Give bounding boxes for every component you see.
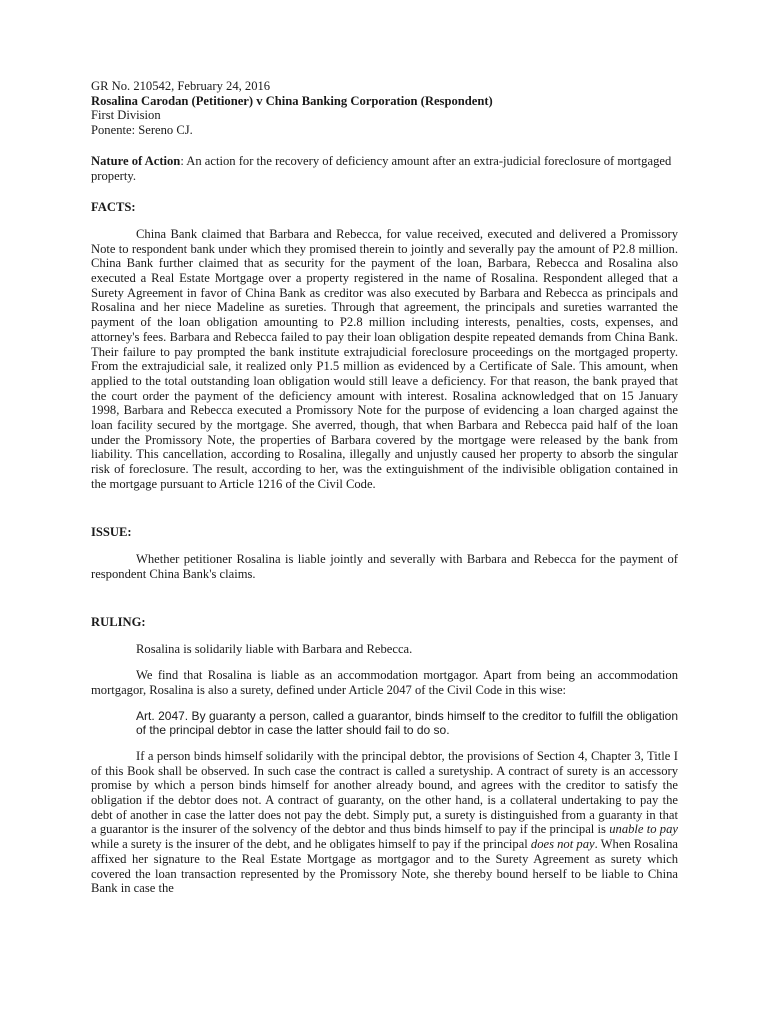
article-2047-quote: Art. 2047. By guaranty a person, called a guarantor, binds himself to the creditor to fulfill the obligation of the principal debtor in case the latter should fail to do so.	[136, 708, 678, 738]
issue-heading: ISSUE:	[91, 524, 132, 539]
issue-paragraph: Whether petitioner Rosalina is liable jointly and severally with Barbara and Rebecca for the payment of respondent China Bank's claims.	[91, 552, 678, 581]
ruling-p3-part-c: . When Rosalina affixed her signature to the Real Estate Mortgage as mortgagor and to the Surety Agreement as surety which covered the loan transaction represented by the Promissory Note, she thereby bound herself to be liable to China Bank in case the	[91, 837, 678, 896]
facts-heading: FACTS:	[91, 200, 136, 215]
facts-paragraph: China Bank claimed that Barbara and Rebecca, for value received, executed and delivered a Promissory Note to respondent bank under which they promised therein to jointly and severally pay the amount of P2.8 million. China Bank further claimed that as security for the payment of the loan, Barbara, Rebecca and Rosalina also executed a Real Estate Mortgage over a property registered in the name of Rosalina. Respondent alleged that a Surety Agreement in favor of China Bank as creditor was also executed by Barbara and Rebecca as principals and Rosalina and her niece Madeline as sureties. Through that agreement, the principals and sureties warranted the payment of the loan obligation amounting to P2.8 million including interests, penalties, costs, expenses, and attorney's fees. Barbara and Rebecca failed to pay their loan obligation despite repeated demands from China Bank. Their failure to pay prompted the bank institute extrajudicial foreclosure proceedings on the mortgaged property. From the extrajudicial sale, it realized only P1.5 million as evidenced by a Certificate of Sale. This amount, when applied to the total outstanding loan obligation would still leave a deficiency. For that reason, the bank prayed that the court order the payment of the deficiency amount with interest. Rosalina acknowledged that on 15 January 1998, Barbara and Rebecca executed a Promissory Note for the purpose of evidencing a loan charged against the loan facility secured by the mortgage. She averred, though, that when Barbara and Rebecca paid half of the loan under the Promissory Note, the properties of Barbara covered by the mortgage were released by the bank from liability. This cancellation, according to Rosalina, illegally and unjustly caused her property to absorb the singular risk of foreclosure. The result, according to her, was the extinguishment of the indivisible obligation contained in the mortgage pursuant to Article 1216 of the Civil Code.	[91, 226, 678, 491]
ruling-p3-part-a: If a person binds himself solidarily with the principal debtor, the provisions of Section 4, Chapter 3, Title I of this Book shall be observed. In such case the contract is called a suretyship. A contract of surety is an accessory promise by which a person binds himself for another already bound, and agrees with the creditor to satisfy the obligation if the debtor does not. A contract of guaranty, on the other hand, is a collateral undertaking to pay the debt of another in case the latter does not pay the debt. Simply put, a surety is distinguished from a guaranty in that a guarantor is the insurer of the solvency of the debtor and thus binds himself to pay if the principal is	[91, 748, 678, 837]
ruling-p3-part-b: while a surety is the insurer of the debt, and he obligates himself to pay if the principal	[91, 837, 531, 852]
ruling-paragraph-1: Rosalina is solidarily liable with Barbara and Rebecca.	[136, 642, 413, 657]
ruling-p3-emphasis-2: does not pay	[530, 837, 595, 852]
document-page	[91, 79, 678, 896]
ruling-heading: RULING:	[91, 614, 146, 629]
ruling-paragraph-2: We find that Rosalina is liable as an accommodation mortgagor. Apart from being an accommodation mortgagor, Rosalina is also a surety, defined under Article 2047 of the Civil Code in this wise:	[91, 668, 678, 697]
nature-text: An action for the recovery of deficiency amount after an extra-judicial foreclosure of mortgaged property.	[91, 153, 672, 183]
nature-label: Nature of Action	[91, 153, 181, 168]
nature-of-action	[91, 154, 678, 183]
ponente: Ponente: Sereno CJ.	[91, 123, 193, 138]
nature-colon: :	[180, 153, 184, 168]
ruling-p3-emphasis-1: unable to pay	[609, 822, 678, 837]
gr-number: GR No. 210542, February 24, 2016	[91, 79, 271, 93]
division: First Division	[91, 108, 161, 123]
case-title: Rosalina Carodan (Petitioner) v China Banking Corporation (Respondent)	[91, 93, 493, 108]
ruling-paragraph-3	[91, 749, 678, 896]
